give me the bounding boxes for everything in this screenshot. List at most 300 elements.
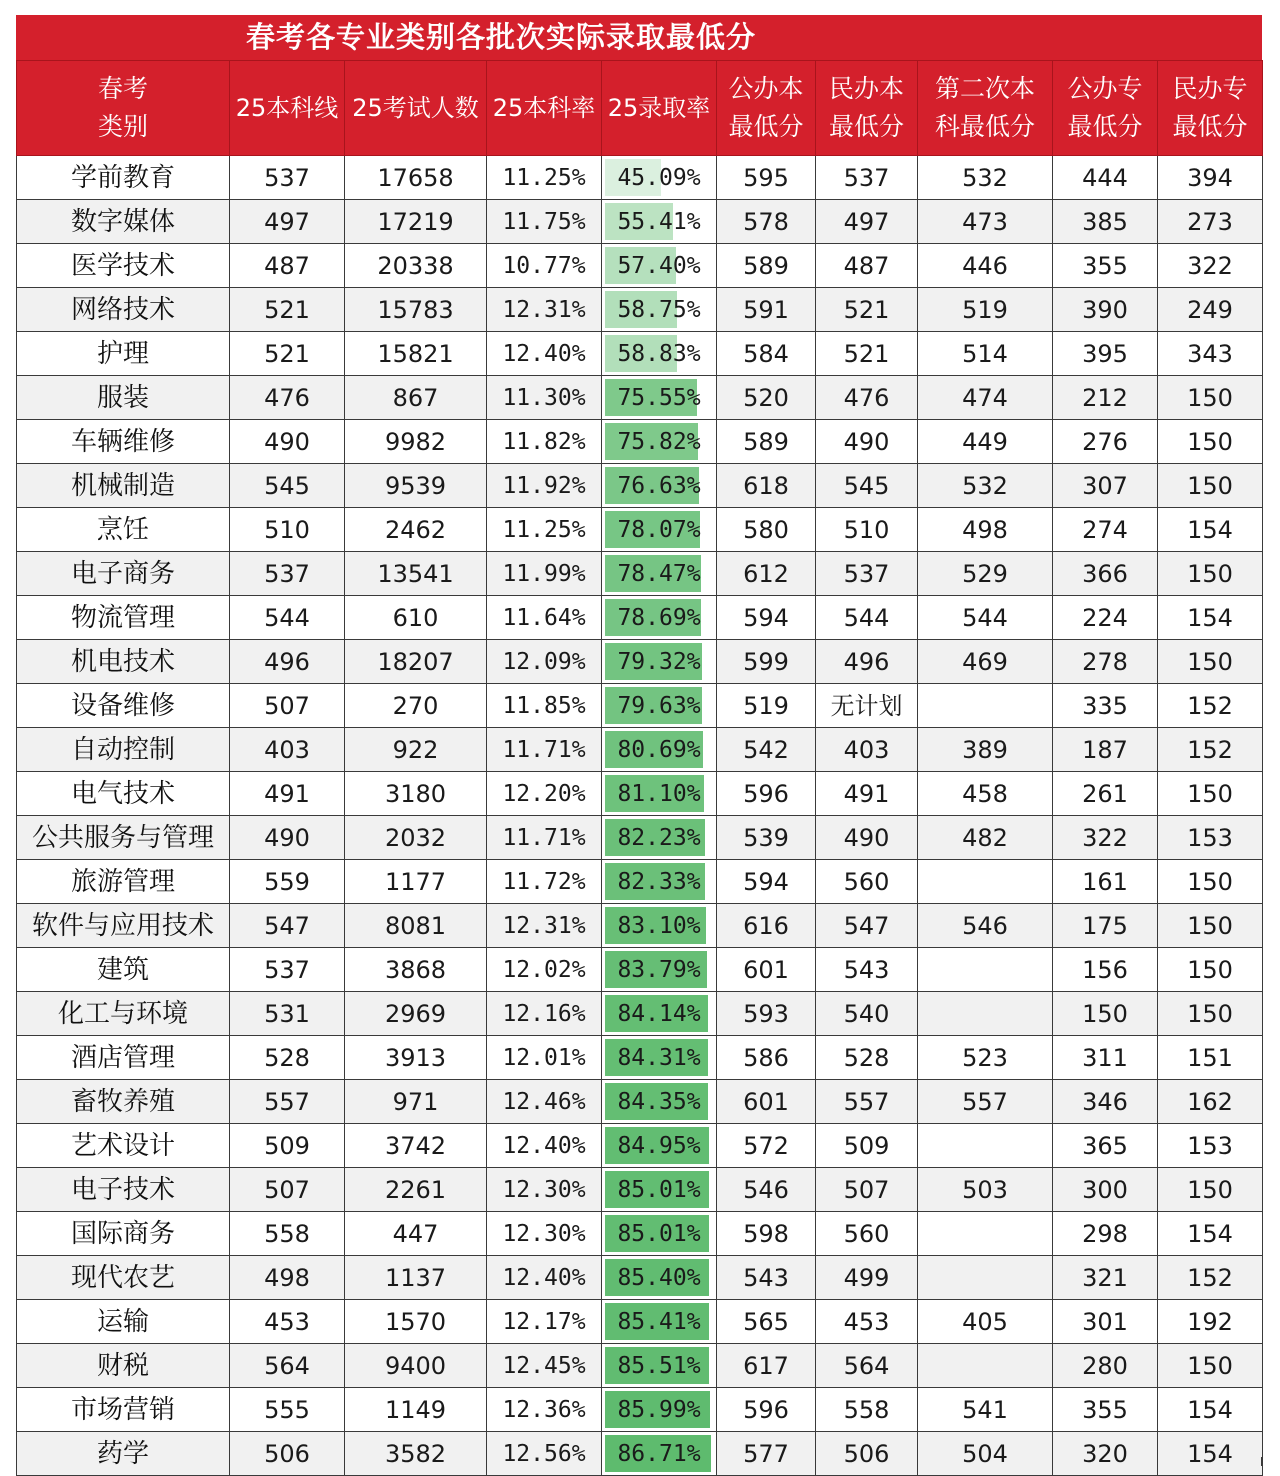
cell-public-ben-min: 599 — [717, 640, 816, 684]
cell-benke-rate: 12.30% — [487, 1212, 602, 1256]
cell-benke-rate: 11.64% — [487, 596, 602, 640]
cell-admit-rate — [602, 244, 717, 288]
cell-category: 电子商务 — [17, 552, 230, 596]
cell-exam-count: 13541 — [345, 552, 487, 596]
cell-second-ben-min — [918, 992, 1053, 1036]
cell-public-zhuan-min: 320 — [1053, 1432, 1158, 1476]
cell-category: 现代农艺 — [17, 1256, 230, 1300]
cell-admit-rate — [602, 992, 717, 1036]
table-body — [17, 156, 1263, 1476]
cell-private-ben-min: 545 — [816, 464, 918, 508]
table-row — [17, 596, 1263, 640]
cell-second-ben-min — [918, 1124, 1053, 1168]
cell-private-zhuan-min: 150 — [1158, 992, 1263, 1036]
cell-benke-rate: 11.30% — [487, 376, 602, 420]
header-private-ben: 民办本最低分 — [816, 61, 918, 156]
cell-public-ben-min: 519 — [717, 684, 816, 728]
cell-category: 物流管理 — [17, 596, 230, 640]
cell-benke-line: 544 — [230, 596, 345, 640]
cell-exam-count: 8081 — [345, 904, 487, 948]
cell-public-ben-min: 589 — [717, 244, 816, 288]
cell-second-ben-min: 503 — [918, 1168, 1053, 1212]
cell-public-ben-min: 572 — [717, 1124, 816, 1168]
header-count: 25考试人数 — [345, 61, 487, 156]
cell-private-zhuan-min: 151 — [1158, 1036, 1263, 1080]
cell-exam-count: 20338 — [345, 244, 487, 288]
cell-second-ben-min: 405 — [918, 1300, 1053, 1344]
cell-category: 学前教育 — [17, 156, 230, 200]
cell-category: 网络技术 — [17, 288, 230, 332]
cell-private-ben-min: 403 — [816, 728, 918, 772]
cell-admit-rate — [602, 904, 717, 948]
table-row — [17, 1300, 1263, 1344]
cell-public-zhuan-min: 355 — [1053, 244, 1158, 288]
table-row — [17, 1344, 1263, 1388]
admit-rate-label: 78.47% — [617, 561, 701, 587]
cell-category: 车辆维修 — [17, 420, 230, 464]
cell-admit-rate — [602, 1300, 717, 1344]
cell-benke-line: 531 — [230, 992, 345, 1036]
cell-public-ben-min: 594 — [717, 860, 816, 904]
admit-rate-label: 57.40% — [617, 253, 701, 279]
cell-second-ben-min: 473 — [918, 200, 1053, 244]
admit-rate-label: 58.83% — [617, 341, 701, 367]
cell-public-zhuan-min: 187 — [1053, 728, 1158, 772]
cell-benke-rate: 11.75% — [487, 200, 602, 244]
cell-private-ben-min: 499 — [816, 1256, 918, 1300]
table-row — [17, 904, 1263, 948]
cell-public-ben-min: 577 — [717, 1432, 816, 1476]
cell-public-ben-min: 601 — [717, 948, 816, 992]
table-row — [17, 552, 1263, 596]
cell-private-zhuan-min: 154 — [1158, 508, 1263, 552]
cell-public-ben-min: 612 — [717, 552, 816, 596]
cell-category: 电气技术 — [17, 772, 230, 816]
cell-public-ben-min: 543 — [717, 1256, 816, 1300]
cell-public-ben-min: 596 — [717, 772, 816, 816]
admit-rate-label: 85.41% — [617, 1309, 701, 1335]
cell-private-ben-min: 547 — [816, 904, 918, 948]
cell-exam-count: 2969 — [345, 992, 487, 1036]
cell-private-ben-min: 490 — [816, 420, 918, 464]
cell-admit-rate — [602, 772, 717, 816]
table-row — [17, 816, 1263, 860]
cell-benke-rate: 10.77% — [487, 244, 602, 288]
cell-public-zhuan-min: 322 — [1053, 816, 1158, 860]
cell-private-ben-min: 453 — [816, 1300, 918, 1344]
table-row — [17, 1124, 1263, 1168]
cell-public-zhuan-min: 346 — [1053, 1080, 1158, 1124]
cell-private-zhuan-min: 150 — [1158, 904, 1263, 948]
cell-second-ben-min: 546 — [918, 904, 1053, 948]
cell-private-zhuan-min: 154 — [1158, 1388, 1263, 1432]
cell-private-zhuan-min: 150 — [1158, 420, 1263, 464]
cell-public-ben-min: 616 — [717, 904, 816, 948]
cell-admit-rate — [602, 508, 717, 552]
cell-category: 旅游管理 — [17, 860, 230, 904]
cell-second-ben-min: 519 — [918, 288, 1053, 332]
cell-private-zhuan-min: 150 — [1158, 552, 1263, 596]
cell-benke-line: 545 — [230, 464, 345, 508]
cell-exam-count: 922 — [345, 728, 487, 772]
cell-admit-rate — [602, 288, 717, 332]
cell-public-ben-min: 520 — [717, 376, 816, 420]
cell-private-zhuan-min: 150 — [1158, 948, 1263, 992]
cell-admit-rate — [602, 1344, 717, 1388]
cell-benke-line: 510 — [230, 508, 345, 552]
cell-exam-count: 270 — [345, 684, 487, 728]
table-row — [17, 1432, 1263, 1476]
cell-exam-count: 971 — [345, 1080, 487, 1124]
cell-second-ben-min: 458 — [918, 772, 1053, 816]
cell-public-zhuan-min: 224 — [1053, 596, 1158, 640]
admit-rate-label: 84.35% — [617, 1089, 701, 1115]
admit-rate-label: 84.14% — [617, 1001, 701, 1027]
cell-private-ben-min: 564 — [816, 1344, 918, 1388]
table-row — [17, 992, 1263, 1036]
cell-public-ben-min: 593 — [717, 992, 816, 1036]
admit-rate-label: 82.33% — [617, 869, 701, 895]
cell-benke-rate: 11.25% — [487, 508, 602, 552]
cell-exam-count: 2032 — [345, 816, 487, 860]
cell-private-zhuan-min: 152 — [1158, 1256, 1263, 1300]
admit-rate-label: 83.79% — [617, 957, 701, 983]
cell-second-ben-min — [918, 860, 1053, 904]
cell-category: 数字媒体 — [17, 200, 230, 244]
cell-private-zhuan-min: 150 — [1158, 860, 1263, 904]
cell-public-zhuan-min: 300 — [1053, 1168, 1158, 1212]
cell-benke-line: 507 — [230, 1168, 345, 1212]
cell-private-zhuan-min: 154 — [1158, 1212, 1263, 1256]
cell-exam-count: 867 — [345, 376, 487, 420]
cell-exam-count: 9400 — [345, 1344, 487, 1388]
cell-admit-rate — [602, 1432, 717, 1476]
table-row — [17, 508, 1263, 552]
cell-public-ben-min: 580 — [717, 508, 816, 552]
header-second-ben: 第二次本科最低分 — [918, 61, 1053, 156]
table-row — [17, 948, 1263, 992]
cell-private-zhuan-min: 152 — [1158, 684, 1263, 728]
admit-rate-label: 75.55% — [617, 385, 701, 411]
cell-private-ben-min: 528 — [816, 1036, 918, 1080]
cell-public-ben-min: 565 — [717, 1300, 816, 1344]
cell-category: 自动控制 — [17, 728, 230, 772]
cell-public-ben-min: 584 — [717, 332, 816, 376]
cell-benke-line: 496 — [230, 640, 345, 684]
cell-category: 化工与环境 — [17, 992, 230, 1036]
table-row — [17, 156, 1263, 200]
cell-benke-line: 528 — [230, 1036, 345, 1080]
cell-private-ben-min: 521 — [816, 288, 918, 332]
cell-category: 烹饪 — [17, 508, 230, 552]
cell-public-zhuan-min: 280 — [1053, 1344, 1158, 1388]
cell-exam-count: 2261 — [345, 1168, 487, 1212]
cell-benke-line: 487 — [230, 244, 345, 288]
cell-admit-rate — [602, 948, 717, 992]
cell-private-ben-min: 544 — [816, 596, 918, 640]
cell-exam-count: 3868 — [345, 948, 487, 992]
cell-admit-rate — [602, 1388, 717, 1432]
cell-admit-rate — [602, 200, 717, 244]
cell-public-ben-min: 542 — [717, 728, 816, 772]
cell-private-ben-min: 557 — [816, 1080, 918, 1124]
cell-public-zhuan-min: 276 — [1053, 420, 1158, 464]
cell-benke-rate: 12.01% — [487, 1036, 602, 1080]
cell-private-zhuan-min: 154 — [1158, 1432, 1263, 1476]
table-row — [17, 1388, 1263, 1432]
cell-second-ben-min: 532 — [918, 156, 1053, 200]
cell-exam-count: 9982 — [345, 420, 487, 464]
cell-category: 公共服务与管理 — [17, 816, 230, 860]
cell-benke-rate: 12.31% — [487, 904, 602, 948]
cell-second-ben-min: 469 — [918, 640, 1053, 684]
cell-admit-rate — [602, 156, 717, 200]
cell-public-ben-min: 601 — [717, 1080, 816, 1124]
cell-public-ben-min: 591 — [717, 288, 816, 332]
table-row — [17, 200, 1263, 244]
header-public-zhuan: 公办专最低分 — [1053, 61, 1158, 156]
cell-private-ben-min: 507 — [816, 1168, 918, 1212]
table-row — [17, 464, 1263, 508]
cell-benke-line: 558 — [230, 1212, 345, 1256]
cell-second-ben-min: 389 — [918, 728, 1053, 772]
cell-benke-rate: 12.30% — [487, 1168, 602, 1212]
cell-benke-line: 557 — [230, 1080, 345, 1124]
header-ben-rate: 25本科率 — [487, 61, 602, 156]
cell-private-zhuan-min: 322 — [1158, 244, 1263, 288]
cell-public-ben-min: 578 — [717, 200, 816, 244]
cell-private-ben-min: 509 — [816, 1124, 918, 1168]
cell-private-zhuan-min: 343 — [1158, 332, 1263, 376]
table-row — [17, 244, 1263, 288]
cell-exam-count: 1149 — [345, 1388, 487, 1432]
table-row — [17, 1036, 1263, 1080]
cell-benke-line: 453 — [230, 1300, 345, 1344]
admit-rate-label: 79.63% — [617, 693, 701, 719]
cell-public-ben-min: 589 — [717, 420, 816, 464]
admit-rate-label: 86.71% — [617, 1441, 701, 1467]
table-row — [17, 1080, 1263, 1124]
cell-public-ben-min: 598 — [717, 1212, 816, 1256]
cell-category: 艺术设计 — [17, 1124, 230, 1168]
table-row — [17, 1168, 1263, 1212]
cell-public-zhuan-min: 311 — [1053, 1036, 1158, 1080]
table-row — [17, 684, 1263, 728]
admit-rate-label: 78.07% — [617, 517, 701, 543]
cell-admit-rate — [602, 1168, 717, 1212]
cell-exam-count: 447 — [345, 1212, 487, 1256]
cell-second-ben-min: 504 — [918, 1432, 1053, 1476]
cell-benke-line: 537 — [230, 948, 345, 992]
cell-private-ben-min: 无计划 — [816, 684, 918, 728]
cell-exam-count: 17219 — [345, 200, 487, 244]
cell-benke-line: 491 — [230, 772, 345, 816]
cell-second-ben-min: 446 — [918, 244, 1053, 288]
header-line: 25本科线 — [230, 61, 345, 156]
cell-benke-rate: 11.72% — [487, 860, 602, 904]
cell-private-zhuan-min: 249 — [1158, 288, 1263, 332]
table-row — [17, 640, 1263, 684]
cell-benke-line: 537 — [230, 552, 345, 596]
cell-benke-rate: 11.71% — [487, 816, 602, 860]
cell-benke-rate: 11.92% — [487, 464, 602, 508]
cell-second-ben-min — [918, 948, 1053, 992]
cell-public-zhuan-min: 278 — [1053, 640, 1158, 684]
admit-rate-label: 84.95% — [617, 1133, 701, 1159]
cell-admit-rate — [602, 1212, 717, 1256]
header-public-ben: 公办本最低分 — [717, 61, 816, 156]
cell-admit-rate — [602, 376, 717, 420]
admit-rate-label: 79.32% — [617, 649, 701, 675]
cell-exam-count: 1177 — [345, 860, 487, 904]
cell-admit-rate — [602, 552, 717, 596]
cell-category: 市场营销 — [17, 1388, 230, 1432]
cell-private-zhuan-min: 150 — [1158, 376, 1263, 420]
cell-public-zhuan-min: 366 — [1053, 552, 1158, 596]
cell-second-ben-min: 498 — [918, 508, 1053, 552]
cell-public-ben-min: 539 — [717, 816, 816, 860]
cell-category: 酒店管理 — [17, 1036, 230, 1080]
admit-rate-label: 84.31% — [617, 1045, 701, 1071]
cell-public-ben-min: 586 — [717, 1036, 816, 1080]
cell-public-zhuan-min: 212 — [1053, 376, 1158, 420]
cell-exam-count: 1137 — [345, 1256, 487, 1300]
cell-benke-rate: 12.40% — [487, 1256, 602, 1300]
admit-rate-label: 83.10% — [617, 913, 701, 939]
cell-benke-rate: 12.16% — [487, 992, 602, 1036]
cell-private-ben-min: 496 — [816, 640, 918, 684]
cell-private-ben-min: 537 — [816, 156, 918, 200]
cell-category: 国际商务 — [17, 1212, 230, 1256]
table-bottom-edge — [16, 1457, 1262, 1466]
table-title: 春考各专业类别各批次实际录取最低分 — [16, 15, 1262, 60]
admit-rate-label: 81.10% — [617, 781, 701, 807]
admit-rate-label: 85.01% — [617, 1221, 701, 1247]
cell-benke-rate: 12.45% — [487, 1344, 602, 1388]
cell-admit-rate — [602, 684, 717, 728]
admit-rate-label: 75.82% — [617, 429, 701, 455]
cell-benke-rate: 11.71% — [487, 728, 602, 772]
cell-benke-rate: 12.31% — [487, 288, 602, 332]
cell-private-zhuan-min: 150 — [1158, 772, 1263, 816]
cell-public-zhuan-min: 156 — [1053, 948, 1158, 992]
cell-public-zhuan-min: 307 — [1053, 464, 1158, 508]
cell-category: 药学 — [17, 1432, 230, 1476]
cell-benke-line: 521 — [230, 332, 345, 376]
cell-public-zhuan-min: 301 — [1053, 1300, 1158, 1344]
cell-public-zhuan-min: 321 — [1053, 1256, 1158, 1300]
admit-rate-label: 85.01% — [617, 1177, 701, 1203]
cell-category: 电子技术 — [17, 1168, 230, 1212]
admit-rate-label: 45.09% — [617, 165, 701, 191]
cell-second-ben-min: 557 — [918, 1080, 1053, 1124]
cell-public-zhuan-min: 355 — [1053, 1388, 1158, 1432]
cell-exam-count: 15821 — [345, 332, 487, 376]
cell-benke-rate: 11.25% — [487, 156, 602, 200]
cell-benke-rate: 11.85% — [487, 684, 602, 728]
cell-private-zhuan-min: 153 — [1158, 1124, 1263, 1168]
cell-second-ben-min: 474 — [918, 376, 1053, 420]
cell-public-zhuan-min: 175 — [1053, 904, 1158, 948]
cell-private-ben-min: 510 — [816, 508, 918, 552]
cell-benke-line: 507 — [230, 684, 345, 728]
cell-private-zhuan-min: 150 — [1158, 464, 1263, 508]
cell-exam-count: 1570 — [345, 1300, 487, 1344]
cell-public-zhuan-min: 385 — [1053, 200, 1158, 244]
table-row — [17, 860, 1263, 904]
cell-public-ben-min: 595 — [717, 156, 816, 200]
cell-exam-count: 610 — [345, 596, 487, 640]
cell-benke-rate: 12.17% — [487, 1300, 602, 1344]
admit-rate-label: 58.75% — [617, 297, 701, 323]
admit-rate-label: 85.40% — [617, 1265, 701, 1291]
cell-private-zhuan-min: 152 — [1158, 728, 1263, 772]
cell-exam-count: 9539 — [345, 464, 487, 508]
cell-category: 机电技术 — [17, 640, 230, 684]
cell-second-ben-min — [918, 1344, 1053, 1388]
cell-benke-line: 521 — [230, 288, 345, 332]
cell-second-ben-min: 514 — [918, 332, 1053, 376]
cell-category: 建筑 — [17, 948, 230, 992]
cell-benke-line: 498 — [230, 1256, 345, 1300]
admit-rate-label: 55.41% — [617, 209, 701, 235]
cell-private-ben-min: 543 — [816, 948, 918, 992]
cell-category: 服装 — [17, 376, 230, 420]
table-row — [17, 288, 1263, 332]
cell-benke-line: 537 — [230, 156, 345, 200]
cell-exam-count: 3180 — [345, 772, 487, 816]
cell-public-zhuan-min: 395 — [1053, 332, 1158, 376]
cell-second-ben-min: 482 — [918, 816, 1053, 860]
table-row — [17, 420, 1263, 464]
cell-public-ben-min: 546 — [717, 1168, 816, 1212]
cell-second-ben-min — [918, 1212, 1053, 1256]
cell-benke-rate: 11.99% — [487, 552, 602, 596]
cell-category: 医学技术 — [17, 244, 230, 288]
cell-benke-line: 403 — [230, 728, 345, 772]
cell-private-ben-min: 491 — [816, 772, 918, 816]
cell-admit-rate — [602, 332, 717, 376]
cell-admit-rate — [602, 596, 717, 640]
cell-second-ben-min: 541 — [918, 1388, 1053, 1432]
cell-public-ben-min: 618 — [717, 464, 816, 508]
cell-private-ben-min: 521 — [816, 332, 918, 376]
cell-private-ben-min: 560 — [816, 1212, 918, 1256]
cell-benke-line: 555 — [230, 1388, 345, 1432]
cell-benke-rate: 12.09% — [487, 640, 602, 684]
cell-benke-line: 506 — [230, 1432, 345, 1476]
cell-benke-rate: 12.56% — [487, 1432, 602, 1476]
cell-second-ben-min — [918, 684, 1053, 728]
cell-private-zhuan-min: 394 — [1158, 156, 1263, 200]
cell-benke-line: 490 — [230, 420, 345, 464]
cell-private-ben-min: 490 — [816, 816, 918, 860]
cell-benke-line: 547 — [230, 904, 345, 948]
cell-private-zhuan-min: 154 — [1158, 596, 1263, 640]
cell-public-ben-min: 596 — [717, 1388, 816, 1432]
cell-admit-rate — [602, 640, 717, 684]
cell-public-zhuan-min: 298 — [1053, 1212, 1158, 1256]
cell-benke-rate: 12.02% — [487, 948, 602, 992]
cell-public-ben-min: 617 — [717, 1344, 816, 1388]
cell-public-ben-min: 594 — [717, 596, 816, 640]
cell-category: 机械制造 — [17, 464, 230, 508]
cell-private-zhuan-min: 150 — [1158, 1344, 1263, 1388]
cell-category: 财税 — [17, 1344, 230, 1388]
cell-benke-rate: 12.40% — [487, 332, 602, 376]
cell-exam-count: 15783 — [345, 288, 487, 332]
cell-second-ben-min: 449 — [918, 420, 1053, 464]
